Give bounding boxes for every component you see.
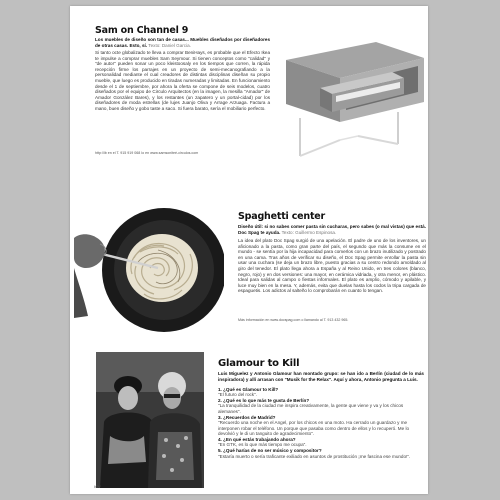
magazine-page bbox=[70, 6, 428, 494]
qa-answer: "El futuro del rock". bbox=[218, 392, 258, 397]
page-footer-mark: ICV bbox=[94, 484, 101, 489]
sam-lede bbox=[95, 37, 270, 48]
sam-byline: Texto: Daniel Garcia. bbox=[148, 42, 191, 48]
spaghetti-byline: Texto: Guillermo Espinosa. bbox=[281, 229, 337, 235]
glamour-title: Glamour to Kill bbox=[218, 358, 300, 369]
qa-question: 1. ¿Qué es Glamour to Kill? bbox=[218, 386, 279, 392]
spaghetti-lede bbox=[238, 224, 426, 235]
band-portrait-illustration bbox=[96, 352, 204, 488]
spaghetti-title: Spaghetti center bbox=[238, 211, 326, 222]
qa-item bbox=[218, 415, 424, 437]
glamour-interview bbox=[218, 386, 424, 459]
furniture-photo bbox=[280, 32, 428, 162]
sam-body: Si tanto octe globalizado te lleva a comprar BeniHays, es probable que el Efecto Ikea te impulse a comprar muebles Sam Seymour. Si tienen conceptos como "calidad" y "de autor" pueden sonar un poco kleistoosaly en los tiempos que corren, la rápida recepción firme los parrajes en un proyecto de semi-mecanografiando a la personalidad mediante el cual creadores de distintas disciplinas diseñan su propio mueble, que luego es producido en tiradas numeradas y limitadas. En funcionamiento desde el 1 de septiembre, por ahora la oferta se compone de seis modelos, cuatro diseñados por el equipo de Circulo Arquitectos (en la imagen, la mesilla "Amador" de Amador González Bares), y los restantes (un zapatero y un portal-cidad) por los diseñadores de moda estrellas (de lujes Juanjo Oliva y Arrage Arzuaga. Factura a mano, buen diseño y gobo taste a saco. Si fuera barato, sería el mobiliario perfecto. bbox=[95, 50, 270, 111]
qa-question: 4. ¿En qué estás trabajando ahora? bbox=[218, 437, 296, 443]
qa-item bbox=[218, 448, 424, 459]
spaghetti-lede-text: Diseño útil: si no sabes comer pasta sin cucharas, pero sabes (o mal vistas) que está. Doc Spag te ayuda. bbox=[238, 224, 426, 235]
qa-answer: "Recuerdo una noche en el Angel, por los chicos en una moto. Ha cerrado un guardazo y me interponen robar el teléfono. Un porque que pasaba como dentro de ellos y lo recuperó. Me lo devolvió y le di un tanguito de agradecimiento". bbox=[218, 420, 410, 437]
glamour-lede bbox=[218, 371, 424, 382]
spaghetti-body: La idea del plato Doc Spag surgió de una apelación. El padre de uno de los inventores, un aficionado a la pasta, como gran parte del país, el segundo que más la consume en el mundo - se sentía por la hija incapacidad para comerlos con un brazo inutilizado y postrado en una cama. Tras años de verificar su diseño, el Doc Spag permite enrollar la pasta sin usar una cuchara (se deja un brazo libre, puesto gracias a su centro redondo amoldado al giro del tenedor. El plato llega ahora a España y al Reino Unido, en tres colores (blanco, negro, rojo) y en dos versiones: una mayor, en cerámica vidriada, y otra menor, en plástico. Ideal para salidas al campo o fiestas informales. El plato es amplio, cómodo y apilable, y luce muy bien en la mesa. Y, además, evita que duelas hasta los codos la tripa cargada de espaguetis. Los adictos al salteño lo comprobarán en cuanto lo tengan. bbox=[238, 238, 426, 294]
glamour-lede-text: Luis Miguelez y Antonio Glamour han montado grupo: se han ido a Berlín (ciudad de lo más inspiradora) y allí arrasan con "Musik for the Relax". Aquí y ahora, Antonio pregunta a Luis. bbox=[218, 371, 424, 382]
spaghetti-footer: Más información en www.docspag.com o llamando al T. 913 432 965. bbox=[238, 318, 349, 322]
qa-question: 5. ¿Qué harías de no ser músico y compositor? bbox=[218, 448, 322, 454]
sam-title: Sam on Channel 9 bbox=[95, 25, 189, 36]
qa-item bbox=[218, 387, 424, 398]
qa-item bbox=[218, 398, 424, 414]
qa-item bbox=[218, 437, 424, 448]
qa-question: 2. ¿Qué es lo que más te gusta de Berlín? bbox=[218, 398, 310, 403]
qa-answer: "La tranquilidad de la ciudad me inspira creativamente, la gente que viene y va y los chicos alemanes". bbox=[218, 403, 404, 414]
qa-answer: "Estaría muerto o sería traficante exiliado en asuntos de prostitución ¡me fascina ese mundo!". bbox=[218, 453, 411, 459]
qa-answer: "En GTK, es lo que más tiempo me ocupa". bbox=[218, 442, 307, 448]
qa-question: 3. ¿Recuerdos de Madrid? bbox=[218, 414, 276, 420]
spaghetti-plate-photo bbox=[74, 198, 224, 338]
bedside-table-illustration bbox=[280, 32, 428, 162]
plate-illustration bbox=[74, 198, 224, 338]
sam-footer: http://lb en el T. 915 919 068 lo en www.samsoniteé-circulos.com bbox=[95, 151, 199, 155]
sam-lede-text: Los muebles de diseño son tan de casas... Muebles diseñados por diseñadores de otras casas. Esto, sí. bbox=[95, 37, 270, 48]
band-portrait-photo bbox=[96, 352, 204, 488]
